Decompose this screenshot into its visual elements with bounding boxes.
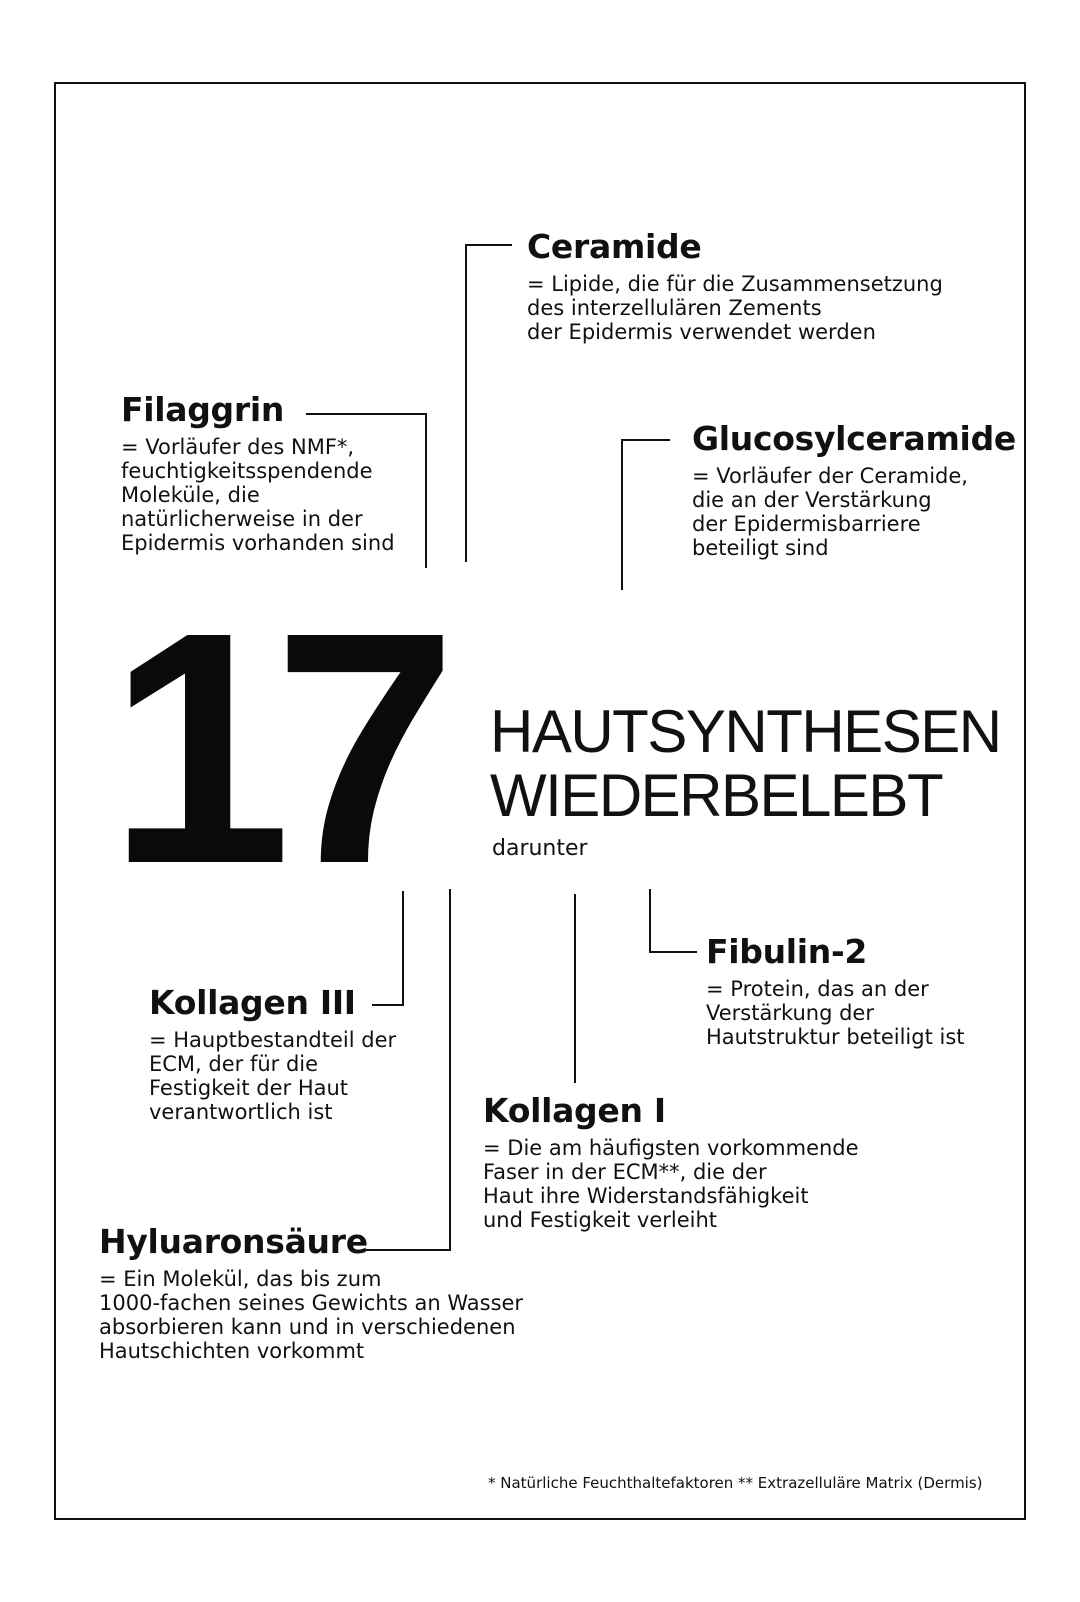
term-filaggrin xyxy=(121,391,395,555)
term-description: = Die am häufigsten vorkommende Faser in der ECM**, die der Haut ihre Widerstandsfähigkeit und Festigkeit verleiht xyxy=(483,1136,859,1232)
connector-fibulin2 xyxy=(650,889,697,952)
term-hyaluronsaeure xyxy=(99,1223,523,1363)
term-description: = Lipide, die für die Zusammensetzung des interzellulären Zements der Epidermis verwendet werden xyxy=(527,272,943,344)
term-kollagen1 xyxy=(483,1092,859,1232)
term-ceramide xyxy=(527,228,943,344)
term-description: = Vorläufer des NMF*, feuchtigkeitsspendende Moleküle, die natürlicherweise in der Epidermis vorhanden sind xyxy=(121,435,395,555)
term-title: Fibulin-2 xyxy=(706,932,868,971)
connector-glucosylceramide xyxy=(622,440,670,590)
connector-ceramide xyxy=(466,245,512,562)
term-title: Ceramide xyxy=(527,227,702,266)
headline xyxy=(490,700,1001,828)
term-description: = Protein, das an der Verstärkung der Hautstruktur beteiligt ist xyxy=(706,977,965,1049)
footnote: * Natürliche Feuchthaltefaktoren ** Extrazelluläre Matrix (Dermis) xyxy=(488,1474,983,1492)
headline-subline: darunter xyxy=(492,836,588,861)
headline-line-2: WIEDERBELEBT xyxy=(490,762,943,829)
term-kollagen3 xyxy=(149,984,396,1124)
term-title: Kollagen I xyxy=(483,1091,666,1130)
synthesis-count: 17 xyxy=(108,563,440,932)
term-title: Kollagen III xyxy=(149,983,356,1022)
term-description: = Hauptbestandteil der ECM, der für die Festigkeit der Haut verantwortlich ist xyxy=(149,1028,397,1124)
term-fibulin2 xyxy=(706,933,965,1049)
term-description: = Ein Molekül, das bis zum 1000-fachen seines Gewichts an Wasser absorbieren kann und in verschiedenen Hautschichten vorkommt xyxy=(99,1267,524,1363)
term-description: = Vorläufer der Ceramide, die an der Verstärkung der Epidermisbarriere beteiligt sind xyxy=(692,464,968,560)
term-title: Glucosylceramide xyxy=(692,419,1016,458)
headline-line-1: HAUTSYNTHESEN xyxy=(490,698,1001,765)
term-title: Hyluaronsäure xyxy=(99,1222,368,1261)
term-title: Filaggrin xyxy=(121,390,285,429)
term-glucosylceramide xyxy=(692,420,1016,560)
